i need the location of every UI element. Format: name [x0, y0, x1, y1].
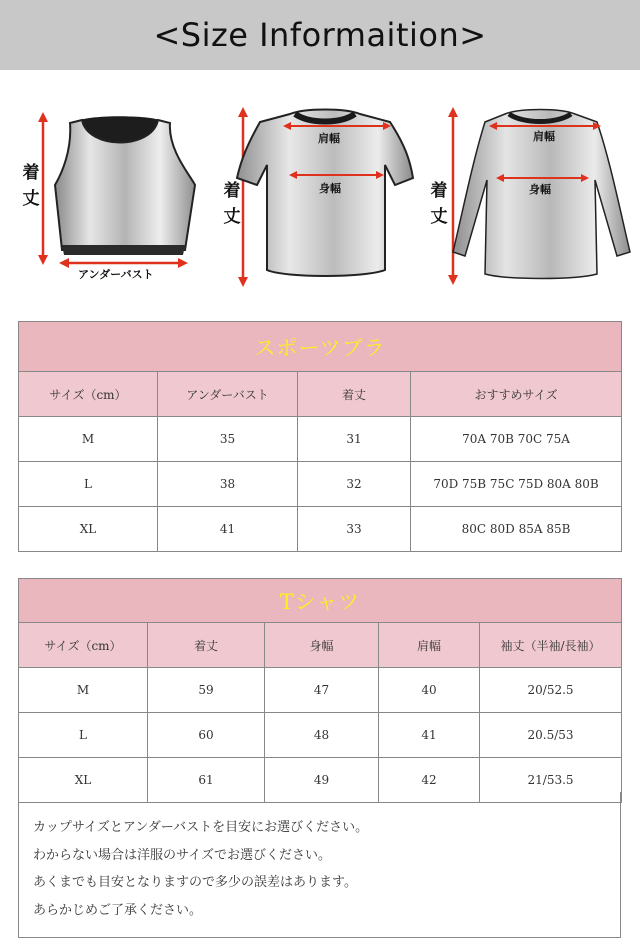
note-line: あらかじめご了承ください。: [33, 902, 203, 918]
table-row: [19, 713, 622, 758]
table-row: [19, 507, 622, 552]
column-header: 袖丈（半袖/長袖）: [480, 623, 622, 668]
column-header: おすすめサイズ: [411, 372, 622, 417]
tshirt-length-label: 着丈: [223, 181, 241, 227]
table-cell: M: [19, 668, 148, 713]
table-cell: 21/53.5: [480, 758, 622, 803]
note-line: わからない場合は洋服のサイズでお選びください。: [33, 847, 331, 863]
table-cell: 33: [298, 507, 411, 552]
table-cell: 40: [379, 668, 480, 713]
table-cell: 41: [379, 713, 480, 758]
sports-bra-size-table: [18, 321, 622, 552]
tshirt-size-table: [18, 578, 622, 803]
header-banner: [0, 0, 640, 70]
long-sleeve-length-label: 着丈: [430, 181, 448, 227]
table-title: スポーツブラ: [19, 322, 622, 372]
table-cell: 42: [379, 758, 480, 803]
column-header: アンダーバスト: [158, 372, 298, 417]
column-header: サイズ（cm）: [19, 372, 158, 417]
tshirt-shoulder-label: 肩幅: [318, 132, 340, 145]
long-sleeve-chest-label: 身幅: [529, 183, 551, 196]
table-cell: 60: [148, 713, 265, 758]
table-cell: 70A 70B 70C 75A: [411, 417, 622, 462]
table-cell: 31: [298, 417, 411, 462]
table-cell: 35: [158, 417, 298, 462]
column-header: 着丈: [298, 372, 411, 417]
table-cell: M: [19, 417, 158, 462]
table-row: [19, 668, 622, 713]
page-title: <Size Informaition>: [153, 16, 487, 54]
table-cell: 70D 75B 75C 75D 80A 80B: [411, 462, 622, 507]
bra-underbust-label: アンダーバスト: [78, 268, 154, 281]
table-cell: 49: [265, 758, 379, 803]
column-header: サイズ（cm）: [19, 623, 148, 668]
table-row: [19, 462, 622, 507]
table-cell: 41: [158, 507, 298, 552]
note-line: あくまでも目安となりますので多少の誤差はあります。: [33, 875, 357, 890]
table-title: Tシャツ: [19, 579, 622, 623]
table-cell: 48: [265, 713, 379, 758]
table-cell: 61: [148, 758, 265, 803]
table-cell: L: [19, 462, 158, 507]
table-cell: XL: [19, 507, 158, 552]
table-cell: 20/52.5: [480, 668, 622, 713]
size-notes: [18, 792, 621, 938]
long-sleeve-shoulder-label: 肩幅: [533, 130, 555, 143]
table-cell: L: [19, 713, 148, 758]
column-header: 肩幅: [379, 623, 480, 668]
table-cell: 47: [265, 668, 379, 713]
note-line: カップサイズとアンダーバストを目安にお選びください。: [33, 820, 369, 835]
table-cell: 20.5/53: [480, 713, 622, 758]
table-cell: XL: [19, 758, 148, 803]
column-header: 身幅: [265, 623, 379, 668]
tshirt-chest-label: 身幅: [319, 182, 341, 195]
table-row: [19, 417, 622, 462]
table-cell: 59: [148, 668, 265, 713]
table-cell: 80C 80D 85A 85B: [411, 507, 622, 552]
column-header: 着丈: [148, 623, 265, 668]
table-cell: 32: [298, 462, 411, 507]
bra-length-label: 着丈: [22, 163, 40, 209]
table-cell: 38: [158, 462, 298, 507]
